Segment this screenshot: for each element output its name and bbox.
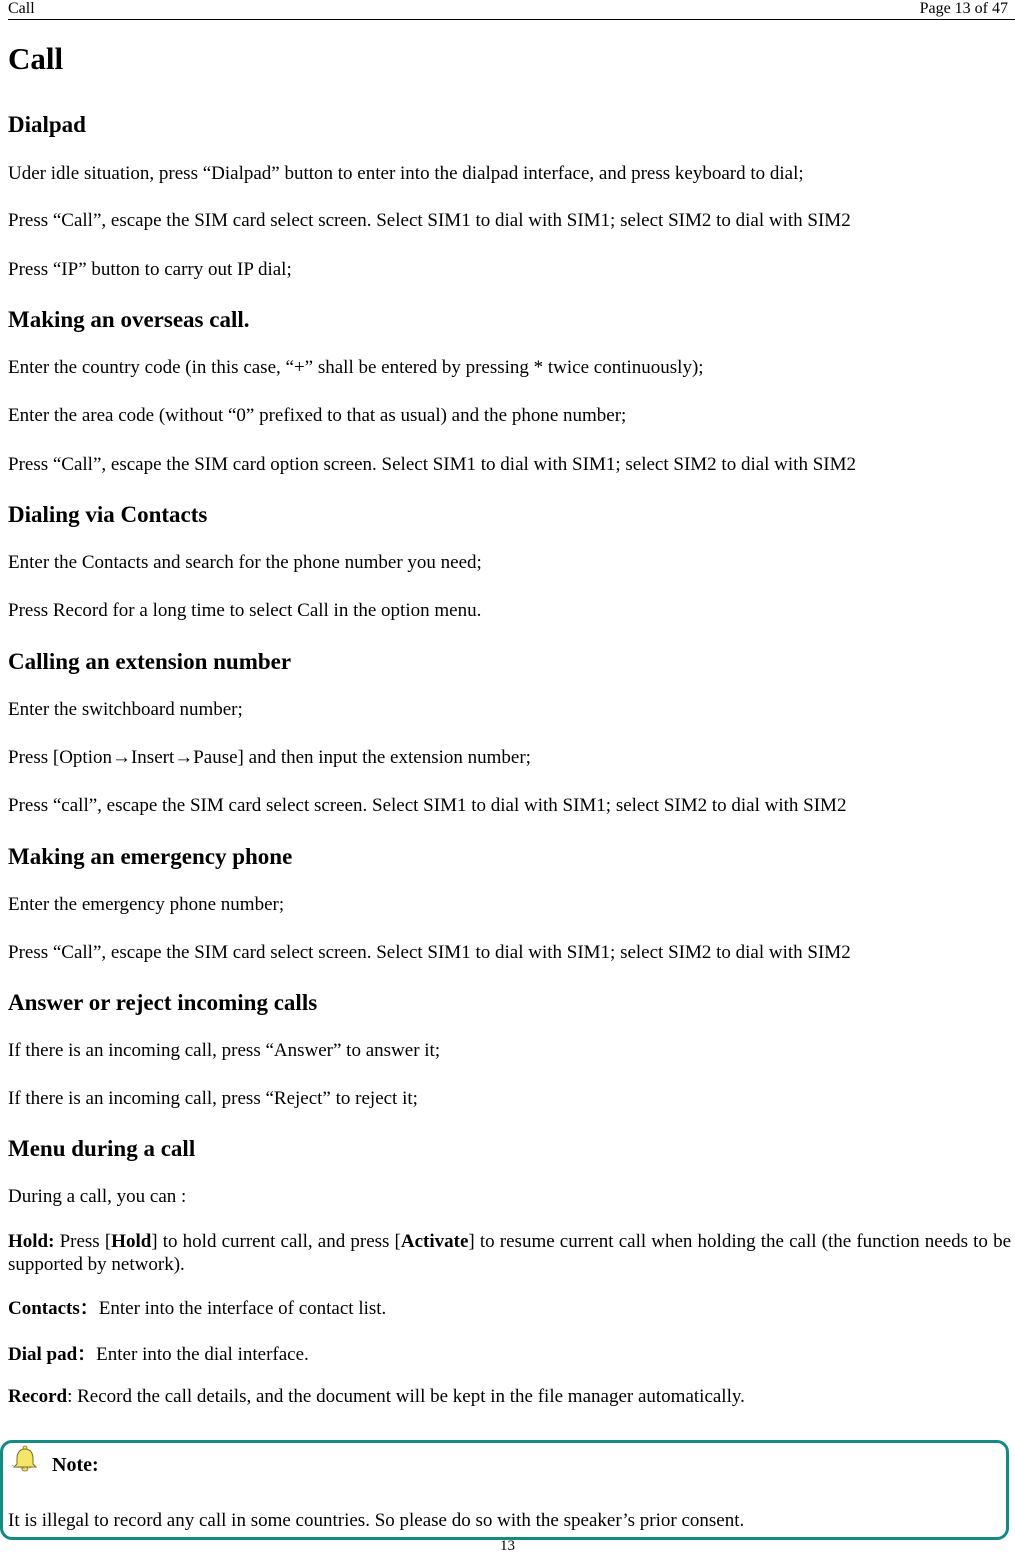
page-number: 13 <box>500 1538 515 1554</box>
page-title: Call <box>8 41 64 76</box>
paragraph: Press “IP” button to carry out IP dial; <box>8 259 292 280</box>
paragraph: During a call, you can : <box>8 1186 187 1207</box>
bell-icon <box>10 1445 40 1473</box>
paragraph: Press “Call”, escape the SIM card option screen. Select SIM1 to dial with SIM1; select SIM2 to dial with SIM2 <box>8 454 856 475</box>
header-page-count: Page 13 of 47 <box>919 0 1008 17</box>
term-label: Record <box>8 1386 68 1407</box>
text-run: Enter into the dial interface. <box>96 1344 309 1365</box>
text-run: ] to hold current call, and press [ <box>151 1231 401 1252</box>
paragraph: Press Record for a long time to select Call in the option menu. <box>8 600 482 621</box>
heading-extension-number: Calling an extension number <box>8 649 292 674</box>
menu-item-hold <box>8 1230 1011 1276</box>
paragraph: Uder idle situation, press “Dialpad” button to enter into the dialpad interface, and press keyboard to dial; <box>8 163 804 184</box>
paragraph: Press [Option→Insert→Pause] and then input the extension number; <box>8 747 531 768</box>
paragraph: Enter the Contacts and search for the phone number you need; <box>8 552 482 573</box>
paragraph: Enter the switchboard number; <box>8 699 243 720</box>
heading-overseas-call: Making an overseas call. <box>8 307 250 332</box>
running-header <box>8 0 1015 20</box>
paragraph: Press “call”, escape the SIM card select screen. Select SIM1 to dial with SIM1; select SIM2 to dial with SIM2 <box>8 795 847 816</box>
menu-item-contacts <box>8 1297 386 1320</box>
term-label: Activate <box>400 1231 469 1252</box>
paragraph: If there is an incoming call, press “Reject” to reject it; <box>8 1088 418 1109</box>
heading-emergency-phone: Making an emergency phone <box>8 844 293 869</box>
term-label: Dial pad： <box>8 1344 97 1365</box>
heading-menu-during-call: Menu during a call <box>8 1136 196 1161</box>
text-run: : Record the call details, and the document will be kept in the file manager automatically. <box>67 1386 745 1407</box>
note-label: Note: <box>52 1454 99 1476</box>
text-run: ] to resume current call when holding the call (the function needs to be supported by network). <box>8 1231 1012 1275</box>
paragraph: If there is an incoming call, press “Answer” to answer it; <box>8 1040 441 1061</box>
text-run: Press [ <box>54 1231 112 1252</box>
heading-dialing-via-contacts: Dialing via Contacts <box>8 502 208 527</box>
menu-item-record <box>8 1385 745 1408</box>
header-section-title: Call <box>8 0 35 17</box>
term-label: Hold: <box>8 1231 55 1252</box>
paragraph: Press “Call”, escape the SIM card select screen. Select SIM1 to dial with SIM1; select SIM2 to dial with SIM2 <box>8 942 851 963</box>
term-label: Contacts： <box>8 1298 99 1319</box>
heading-answer-reject: Answer or reject incoming calls <box>8 990 318 1015</box>
menu-item-dial-pad <box>8 1343 309 1366</box>
note-text: It is illegal to record any call in some countries. So please do so with the speaker’s prior consent. <box>8 1510 745 1531</box>
paragraph: Enter the emergency phone number; <box>8 894 285 915</box>
term-label: Hold <box>111 1231 152 1252</box>
text-run: Enter into the interface of contact list. <box>98 1298 387 1319</box>
heading-dialpad: Dialpad <box>8 112 86 137</box>
paragraph: Enter the country code (in this case, “+” shall be entered by pressing * twice continuously); <box>8 357 704 378</box>
paragraph: Press “Call”, escape the SIM card select screen. Select SIM1 to dial with SIM1; select SIM2 to dial with SIM2 <box>8 210 851 231</box>
paragraph: Enter the area code (without “0” prefixed to that as usual) and the phone number; <box>8 405 627 426</box>
